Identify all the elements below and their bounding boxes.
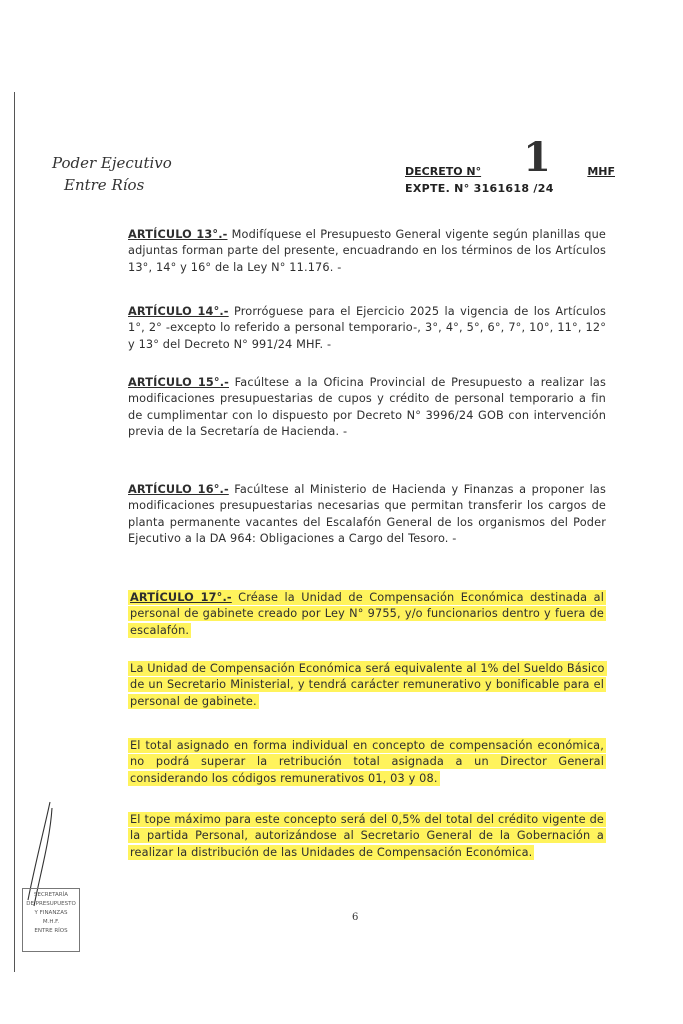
paragraph-individual-limit xyxy=(128,738,606,787)
article-text: Modifíquese el Presupuesto General vigente según planillas que adjuntas forman parte del presente, encuadrando en los términos de los Artículos 13°, 14° y 16° de la Ley N° 11.176. - xyxy=(128,228,606,274)
letterhead-line-2: Entre Ríos xyxy=(64,176,145,194)
article-text: Prorróguese para el Ejercicio 2025 la vigencia de los Artículos 1°, 2° -excepto lo referido a personal temporario-, 3°, 4°, 5°, 6°, 7°, 10°, 11°, 12° y 13° del Decreto N° 991/24 MHF. - xyxy=(128,305,607,351)
decree-header xyxy=(405,134,615,195)
page-number: 6 xyxy=(352,912,359,923)
decree-label: DECRETO N° xyxy=(405,165,482,178)
article-text: Facúltese al Ministerio de Hacienda y Finanzas a proponer las modificaciones presupuestarias necesarias que permitan transferir los cargos de planta permanente vacantes del Escalafón General de los organismos del Poder Ejecutivo a la DA 964: Obligaciones a Cargo del Tesoro. - xyxy=(128,483,607,545)
paragraph-compensation-value xyxy=(128,661,606,710)
article-title: ARTÍCULO 13°.- xyxy=(128,228,228,241)
budget-office-stamp xyxy=(22,888,80,952)
article-title: ARTÍCULO 17°.- xyxy=(130,591,232,604)
stamp-line: DE PRESUPUESTO xyxy=(26,901,76,907)
article-title: ARTÍCULO 15°.- xyxy=(128,376,229,389)
article-15 xyxy=(128,375,606,440)
article-14 xyxy=(128,304,606,353)
article-text: Créase la Unidad de Compensación Económica destinada al personal de gabinete creado por Ley N° 9755, y/o funcionarios dentro y fuera de escalafón. xyxy=(130,591,604,637)
stamp-line: Y FINANZAS xyxy=(34,910,68,916)
stamp-line: SECRETARÍA xyxy=(33,892,68,898)
article-16 xyxy=(128,482,606,547)
decree-number: 1 xyxy=(523,134,551,181)
paragraph-maximum-cap xyxy=(128,812,606,861)
paragraph-text: La Unidad de Compensación Económica será equivalente al 1% del Sueldo Básico de un Secretario Ministerial, y tendrá carácter remunerativo y bonificable para el personal de gabinete. xyxy=(130,662,605,708)
paragraph-text: El total asignado en forma individual en concepto de compensación económica, no podrá superar la retribución total asignada a un Director General considerando los códigos remunerativos 01, 03 y 08. xyxy=(130,739,604,785)
letterhead xyxy=(52,152,172,196)
article-17 xyxy=(128,590,606,639)
letterhead-line-1: Poder Ejecutivo xyxy=(52,154,172,172)
stamp-line: ENTRE RÍOS xyxy=(34,928,68,934)
article-title: ARTÍCULO 14°.- xyxy=(128,305,229,318)
stamp-line: M.H.F. xyxy=(42,919,60,925)
paragraph-text: El tope máximo para este concepto será del 0,5% del total del crédito vigente de la partida Personal, autorizándose al Secretario General de la Gobernación a realizar la distribución de las Unidades de Compensación Económica. xyxy=(130,813,604,859)
decree-suffix: MHF xyxy=(587,165,615,178)
article-text: Facúltese a la Oficina Provincial de Presupuesto a realizar las modificaciones presupuestarias de cupos y crédito de personal temporario a fin de cumplimentar con lo dispuesto por Decreto N° 3996/24 GOB con intervención previa de la Secretaría de Hacienda. - xyxy=(128,376,606,438)
article-13 xyxy=(128,227,606,276)
article-title: ARTÍCULO 16°.- xyxy=(128,483,229,496)
expte-number: EXPTE. N° 3161618 /24 xyxy=(405,182,554,195)
